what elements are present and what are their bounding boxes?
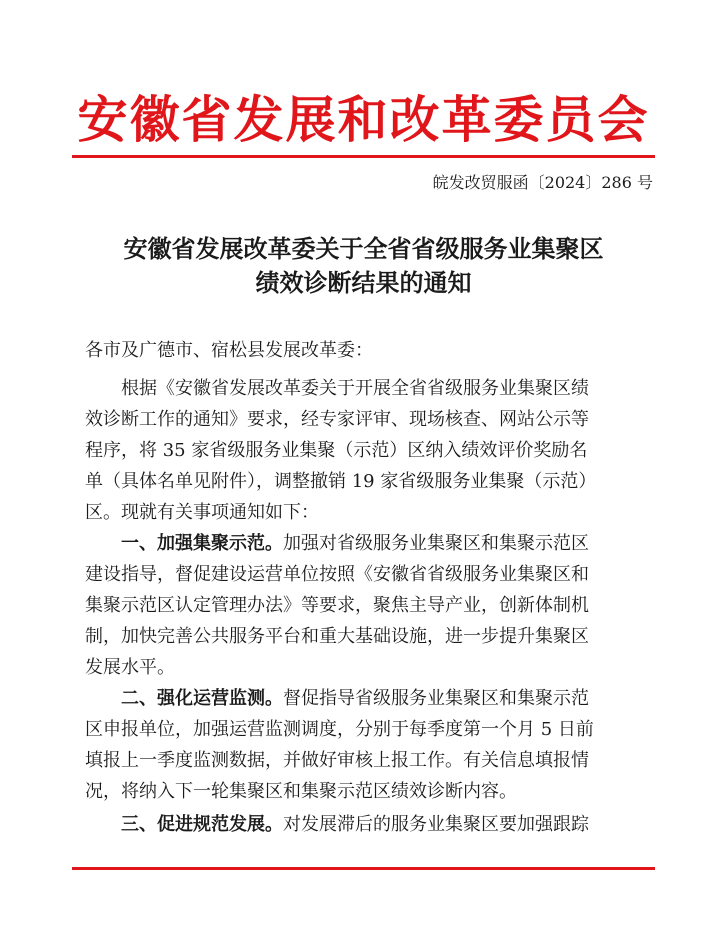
org-letterhead-title: 安徽省发展和改革委员会 bbox=[77, 90, 650, 149]
paragraph-line: 效诊断工作的通知》要求，经专家评审、现场核查、网站公示等 bbox=[85, 409, 589, 430]
document-title-line-2: 绩效诊断结果的通知 bbox=[255, 268, 472, 297]
paragraph-line: 况，将纳入下一轮集聚区和集聚示范区绩效诊断内容。 bbox=[85, 781, 517, 802]
paragraph-line: 填报上一季度监测数据，并做好审核上报工作。有关信息填报情 bbox=[85, 750, 589, 771]
paragraph-line: 发展水平。 bbox=[85, 657, 175, 678]
section-3-heading: 三、促进规范发展。 bbox=[85, 814, 283, 835]
footer-red-rule bbox=[72, 867, 655, 870]
section-1-text: 加强对省级服务业集聚区和集聚示范区 bbox=[283, 533, 589, 554]
document-number: 皖发改贸服函〔2024〕286 号 bbox=[432, 173, 653, 192]
section-3-first-line bbox=[85, 812, 589, 838]
section-1-first-line bbox=[85, 531, 589, 557]
section-2-first-line bbox=[85, 686, 589, 712]
section-2-heading: 二、强化运营监测。 bbox=[85, 688, 283, 709]
document-title-line-1: 安徽省发展改革委关于全省省级服务业集聚区 bbox=[123, 234, 604, 263]
section-1-heading: 一、加强集聚示范。 bbox=[85, 533, 283, 554]
paragraph-line: 根据《安徽省发展改革委关于开展全省省级服务业集聚区绩 bbox=[85, 378, 589, 399]
paragraph-line: 建设指导，督促建设运营单位按照《安徽省省级服务业集聚区和 bbox=[85, 564, 589, 585]
paragraph-line: 程序，将 35 家省级服务业集聚（示范）区纳入绩效评价奖励名 bbox=[85, 440, 588, 461]
paragraph-line: 制，加快完善公共服务平台和重大基础设施，进一步提升集聚区 bbox=[85, 626, 589, 647]
section-2-text: 督促指导省级服务业集聚区和集聚示范 bbox=[283, 688, 589, 709]
salutation: 各市及广德市、宿松县发展改革委： bbox=[85, 340, 373, 361]
paragraph-line: 集聚示范区认定管理办法》等要求，聚焦主导产业，创新体制机 bbox=[85, 595, 589, 616]
letterhead-red-rule bbox=[72, 155, 655, 158]
section-3-text: 对发展滞后的服务业集聚区要加强跟踪 bbox=[283, 814, 589, 835]
paragraph-line: 区申报单位，加强运营监测调度，分别于每季度第一个月 5 日前 bbox=[85, 719, 594, 740]
paragraph-line: 单（具体名单见附件），调整撤销 19 家省级服务业集聚（示范） bbox=[85, 471, 597, 492]
paragraph-line: 区。现就有关事项通知如下： bbox=[85, 502, 319, 523]
